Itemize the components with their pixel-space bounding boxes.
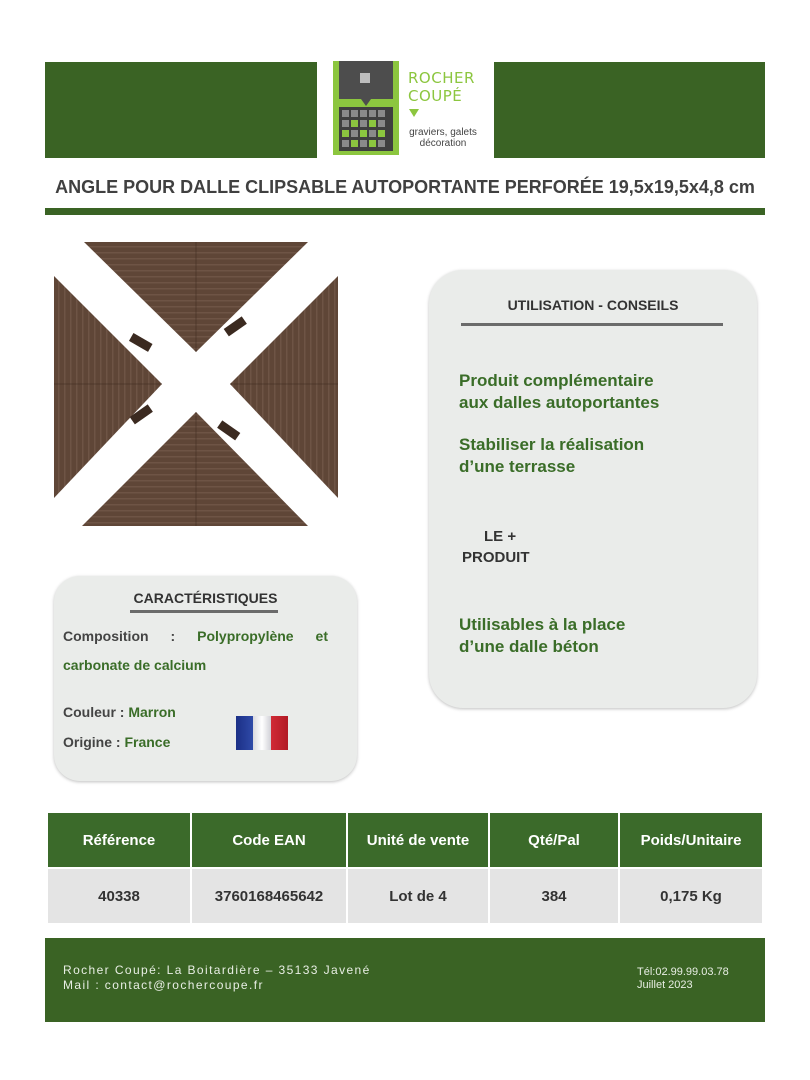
footer-mail-line: Mail : contact@rochercoupe.fr: [63, 978, 264, 992]
title-divider: [45, 208, 765, 215]
le-plus-label: LE +: [484, 528, 517, 545]
composition-line-2: [63, 657, 206, 673]
page-title: ANGLE POUR DALLE CLIPSABLE AUTOPORTANTE PERFORÉE 19,5x19,5x4,8 cm: [55, 177, 755, 197]
table-header-row: [48, 813, 762, 867]
composition-label: Composition: [63, 628, 149, 644]
conseil-item-1-line-1: Produit complémentaire: [459, 371, 654, 390]
footer-date: Juillet 2023: [637, 979, 693, 991]
footer-address: [63, 963, 371, 993]
origine-value: France: [124, 734, 171, 750]
logo-text-rocher: ROCHER: [408, 69, 475, 87]
table-cell: 40338: [48, 869, 190, 923]
composition-conjunction: et: [315, 628, 328, 644]
logo-tagline: décoration: [419, 138, 467, 149]
conseils-panel: [429, 270, 757, 708]
footer-address-line: Rocher Coupé: La Boitardière – 35133 Javené: [63, 963, 371, 977]
table-header-cell: Unité de vente: [348, 813, 488, 867]
conseil-item-3: [459, 614, 625, 658]
origine-label: Origine :: [63, 734, 121, 750]
conseil-item-2-line-2: d’une terrasse: [459, 457, 576, 476]
couleur-line: [63, 704, 176, 720]
caracteristiques-heading: CARACTÉRISTIQUES: [133, 590, 278, 606]
caracteristiques-panel: [54, 576, 357, 781]
couleur-label: Couleur :: [63, 704, 125, 720]
table-row: [48, 869, 762, 923]
table-header-cell: Code EAN: [192, 813, 346, 867]
footer-tel: Tél:02.99.99.03.78: [637, 966, 729, 978]
conseil-item-2-line-1: Stabiliser la réalisation: [459, 435, 645, 454]
conseil-item-3-line-1: Utilisables à la place: [459, 615, 626, 634]
conseil-item-1: [459, 370, 659, 414]
table-cell: 0,175 Kg: [620, 869, 762, 923]
logo-text-coupe: COUPÉ: [408, 87, 463, 105]
header-bar-right: [494, 62, 765, 158]
table-header-cell: Poids/Unitaire: [620, 813, 762, 867]
table-header-cell: Référence: [48, 813, 190, 867]
footer: [45, 938, 765, 1022]
conseils-divider: [461, 323, 723, 326]
product-spec-table: [46, 811, 764, 925]
logo-arrow-icon: [409, 109, 419, 117]
composition-separator: :: [170, 628, 176, 644]
header-bar-left: [45, 62, 317, 158]
table-header-cell: Qté/Pal: [490, 813, 618, 867]
rocher-coupe-logo: [333, 59, 480, 157]
origine-line: [63, 734, 170, 750]
conseil-item-1-line-2: aux dalles autoportantes: [459, 393, 660, 412]
product-image: [52, 240, 340, 528]
footer-contact: [637, 966, 729, 992]
conseil-item-2: [459, 434, 644, 478]
table-cell: Lot de 4: [348, 869, 488, 923]
composition-line: [63, 628, 328, 644]
logo-tagline: graviers, galets: [409, 127, 477, 138]
le-plus-produit-label: PRODUIT: [462, 549, 530, 566]
couleur-value: Marron: [128, 704, 176, 720]
conseil-item-3-line-2: d’une dalle béton: [459, 637, 599, 656]
table-cell: 3760168465642: [192, 869, 346, 923]
table-cell: 384: [490, 869, 618, 923]
composition-value-2: carbonate de calcium: [63, 657, 207, 673]
composition-value: Polypropylène: [197, 628, 294, 644]
france-flag-icon: [236, 716, 288, 750]
caracteristiques-divider: [130, 610, 278, 613]
conseils-heading: UTILISATION - CONSEILS: [507, 297, 679, 313]
